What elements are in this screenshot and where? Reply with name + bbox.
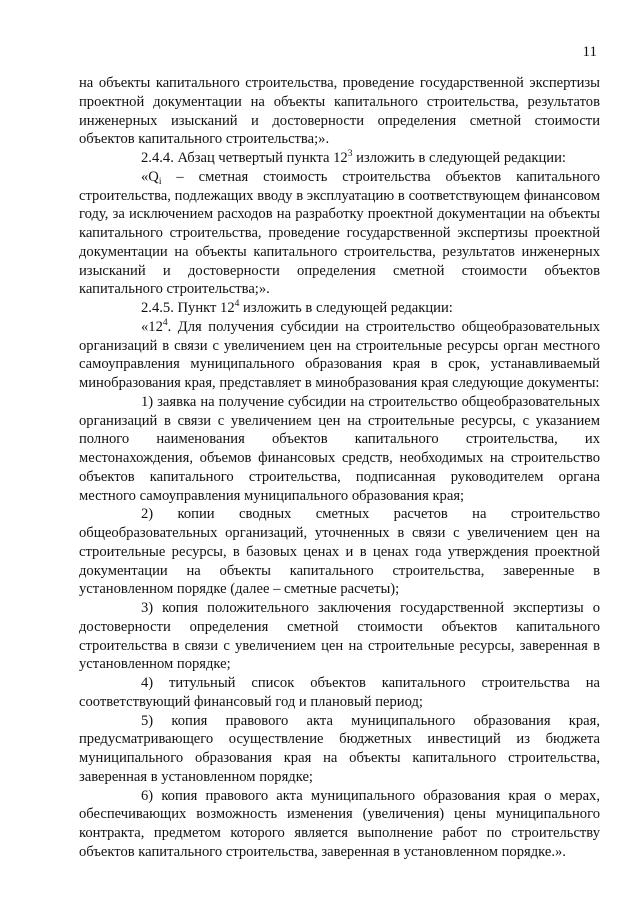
paragraph-2-4-5: 2.4.5. Пункт $12^4$ изложить в следующей редакции: — [141, 299, 453, 316]
paragraph-qi-definition: «$Q_i$ – сметная стоимость строительства объектов капитального строительства, подлежащих вводу в эксплуатацию в соответствующем финансовом году, за исключением расходов на разработку проектной документации на объекты капитального строительства, проведение государственной экспертизы проектной документации на объекты капитального строительства, результатов инженерных изысканий и достоверности определения сметной стоимости объектов капитального строительства;». — [79, 168, 600, 298]
list-item-1: 1) заявка на получение субсидии на строительство общеобразовательных организаций в связи с увеличением цен на строительные ресурсы, с указанием полного наименования объектов капитального строительства, их местонахождения, объемов финансовых средств, необходимых на строительство объектов капитального строительства, подписанная руководителем органа местного самоуправления муниципального образования края; — [79, 393, 600, 504]
page-number: 11 — [582, 44, 597, 60]
document-body — [79, 74, 600, 862]
paragraph-12-4: «$12^4$. Для получения субсидии на строительство общеобразовательных организаций в связи с увеличением цен на строительные ресурсы орган местного самоуправления муниципального образования края в срок, устанавливаемый минобразования края, представляет в минобразования края следующие документы: — [79, 317, 600, 391]
paragraph-continuation: на объекты капитального строительства, проведение государственной экспертизы проектной документации на объекты капитального строительства, результатов инженерных изысканий и достоверности определения сметной стоимости объектов капитального строительства;». — [79, 75, 600, 148]
list-item-4: 4) титульный список объектов капитального строительства на соответствующий финансовый год и плановый период; — [79, 675, 600, 710]
list-item-2: 2) копии сводных сметных расчетов на строительство общеобразовательных организаций, уточненных в связи с увеличением цен на строительные ресурсы, в базовых ценах и в ценах года утверждения проектной документации на объекты капитального строительства, заверенные в установленном порядке (далее – сметные расчеты); — [79, 506, 600, 598]
list-item-6: 6) копия правового акта муниципального образования края о мерах, обеспечивающих возможность изменения (увеличения) цены муниципального контракта, предметом которого является выполнение работ по строительству объектов капитального строительства, заверенная в установленном порядке.». — [79, 787, 600, 860]
list-item-3: 3) копия положительного заключения государственной экспертизы о достоверности определения сметной стоимости объектов капитального строительства в связи с увеличением цен на строительные ресурсы, заверенная в установленном порядке; — [79, 600, 600, 673]
list-item-5: 5) копия правового акта муниципального образования края, предусматривающего осуществление бюджетных инвестиций из бюджета муниципального образования края на объекты капитального строительства, заверенная в установленном порядке; — [79, 712, 600, 785]
paragraph-2-4-4: 2.4.4. Абзац четвертый пункта $12^3$ изложить в следующей редакции: — [141, 149, 566, 166]
